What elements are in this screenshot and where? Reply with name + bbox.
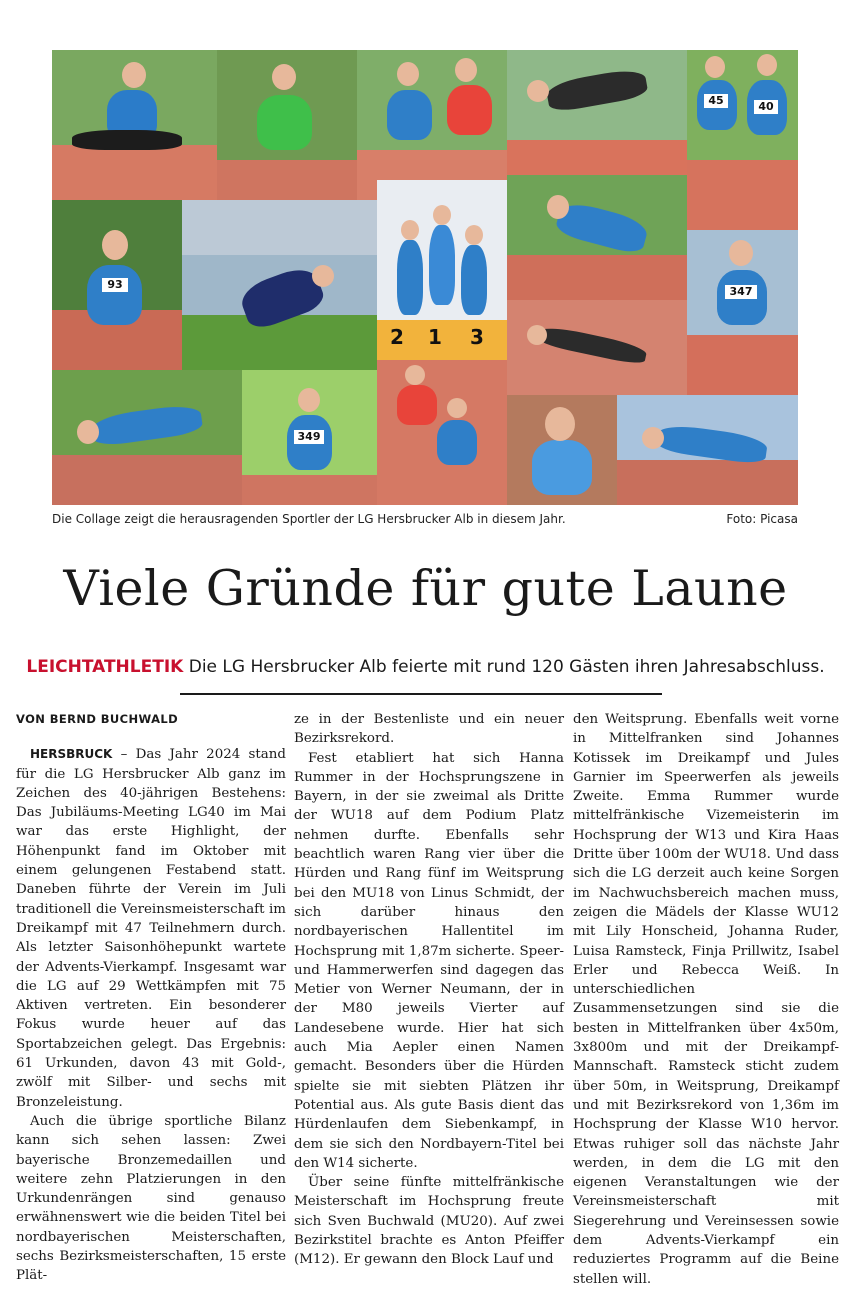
podium-number: 2 [390, 325, 404, 349]
photo-tile-hurdles-race [377, 360, 507, 505]
photo-tile-girl-smile [507, 395, 617, 505]
podium-number: 3 [470, 325, 484, 349]
photo-tile-stadium-jump [182, 200, 377, 370]
bib-number: 347 [725, 285, 757, 299]
article-paragraph: Fest etabliert hat sich Hanna Rummer in der Hochsprungszene in Bayern, in der sie zweimal als Dritte der WU18 auf dem Podium Platz nehmen durfte. Ebenfalls sehr beachtlich waren Rang vier über die Hürden und Rang fünf im Weitsprung bei den MU18 von Linus Schmidt, der sich darüber hinaus den nordbayerischen Hallentitel im Hochsprung mit 1,87m sicherte. Speer- und Hammerwerfen sind dagegen das Metier von Werner Neumann, der in der M80 jeweils Vierter auf Landesebene wurde. Hier hat sich auch Mia Aepler einen Namen gemacht. Besonders über die Hürden spielte sie mit siebten Plätzen ihr Potential aus. Als gute Basis dient das Hürdenlaufen dem Siebenkampf, in dem sie sich den Nordbayern-Titel bei den W14 sicherte. [294, 750, 564, 1171]
dateline: HERSBRUCK [30, 747, 113, 762]
photo-credit: Foto: Picasa [726, 512, 798, 526]
podium-number: 1 [428, 325, 442, 349]
bib-number: 349 [294, 430, 324, 444]
section-kicker: LEICHTATHLETIK [26, 657, 184, 677]
photo-tile-fosbury [52, 370, 242, 505]
caption-text: Die Collage zeigt die herausragenden Sportler der LG Hersbrucker Alb in diesem Jahr. [52, 512, 566, 526]
photo-tile-longjump-landing [507, 175, 687, 300]
photo-tile-bibs [687, 50, 798, 230]
photo-tile-highjump [507, 50, 687, 175]
photo-tile-podium [377, 180, 507, 360]
byline: VON BERND BUCHWALD [16, 712, 179, 726]
article-paragraph: Über seine fünfte mittelfränkische Meisterschaft im Hochsprung freute sich Sven Buchwald (MU20). Auf zwei Bezirkstitel brachte es Anton Pfeiffer (M12). Er gewann den Block Lauf und [294, 1175, 564, 1268]
bib-number: 40 [754, 100, 778, 114]
paragraph-text: – Das Jahr 2024 stand für die LG Hersbrucker Alb ganz im Zeichen des 40-jährigen Bestehens: Das Jubiläums-Meeting LG40 im Mai war das erste Highlight, der Höhenpunkt fand im Oktober mit einem gelungenen Festabend statt. Daneben führte der Verein im Juli traditionell die Vereinsmeisterschaft im Dreikampf mit 47 Teilnehmern durch. Als letzter Saisonhöhepunkt wartete der Advents-Vierkampf. Insgesamt war die LG auf 29 Wettkämpfen mit 75 Aktiven vertreten. Ein besonderer Fokus wurde heuer auf das Sportabzeichen gelegt. Das Ergebnis: 61 Urkunden, davon 43 mit Gold-, zwölf mit Silber- und sechs mit Bronzeleistung. [16, 747, 286, 1110]
photo-tile-run-347 [687, 230, 798, 395]
photo-tile-highjump-final [617, 395, 798, 505]
article-column-2 [294, 710, 564, 1270]
photo-tile-sprint [357, 50, 507, 200]
photo-tile-javelin [242, 370, 377, 505]
subline-text: Die LG Hersbrucker Alb feierte mit rund 120 Gästen ihren Jahresabschluss. [188, 657, 825, 677]
article-headline: Viele Gründe für gute Laune [63, 560, 788, 617]
article-subline [0, 657, 851, 677]
article-paragraph: ze in der Bestenliste und ein neuer Bezirksrekord. [294, 712, 564, 747]
photo-collage [52, 50, 798, 505]
article-paragraph: den Weitsprung. Ebenfalls weit vorne in Mittelfranken sind Johannes Kotissek im Dreikampf und Jules Garnier im Speerwerfen als jeweils Zweite. Emma Rummer wurde mittelfränkische Vizemeisterin im Hochsprung der W13 und Kira Haas Dritte über 100m der WU18. Und dass sich die LG derzeit auch keine Sorgen im Nachwuchsbereich machen muss, zeigen die Mädels der Klasse WU12 mit Lily Honscheid, Johanna Ruder, Luisa Ramsteck, Finja Prillwitz, Isabel Erler und Rebecca Weiß. In unterschiedlichen Zusammensetzungen sind sie die besten in Mittelfranken über 4x50m, 3x800m und mit der Dreikampf-Mannschaft. Ramsteck sticht zudem über 50m, in Weitsprung, Dreikampf und mit Bezirksrekord von 1,36m im Hochsprung der Klasse W10 hervor. Etwas ruhiger soll das nächste Jahr werden, in dem die LG mit den eigenen Veranstaltungen wie der Vereinsmeisterschaft mit Siegerehrung und Vereinsessen sowie dem Advents-Vierkampf ein reduziertes Programm auf die Beine stellen will. [573, 712, 839, 1287]
bib-number: 93 [102, 278, 128, 292]
photo-tile-running-green [217, 50, 357, 200]
bib-number: 45 [704, 94, 728, 108]
article-column-1 [16, 710, 286, 1286]
photo-tile-longjump-girl [52, 200, 182, 370]
article-paragraph: Auch die übrige sportliche Bilanz kann sich sehen lassen: Zwei bayerische Bronzemedaillen und weitere zehn Platzierungen in den Urkundenrängen sind genauso erwähnenswert wie die beiden Titel bei nordbayerischen Meisterschaften, sechs Bezirksmeisterschaften, 15 erste Plät- [16, 1113, 286, 1284]
photo-tile-hurdles [52, 50, 217, 200]
article-column-3 [573, 710, 839, 1289]
article-paragraph [16, 745, 286, 1112]
photo-tile-highjump-bar [507, 300, 687, 395]
headline-divider [180, 693, 662, 695]
